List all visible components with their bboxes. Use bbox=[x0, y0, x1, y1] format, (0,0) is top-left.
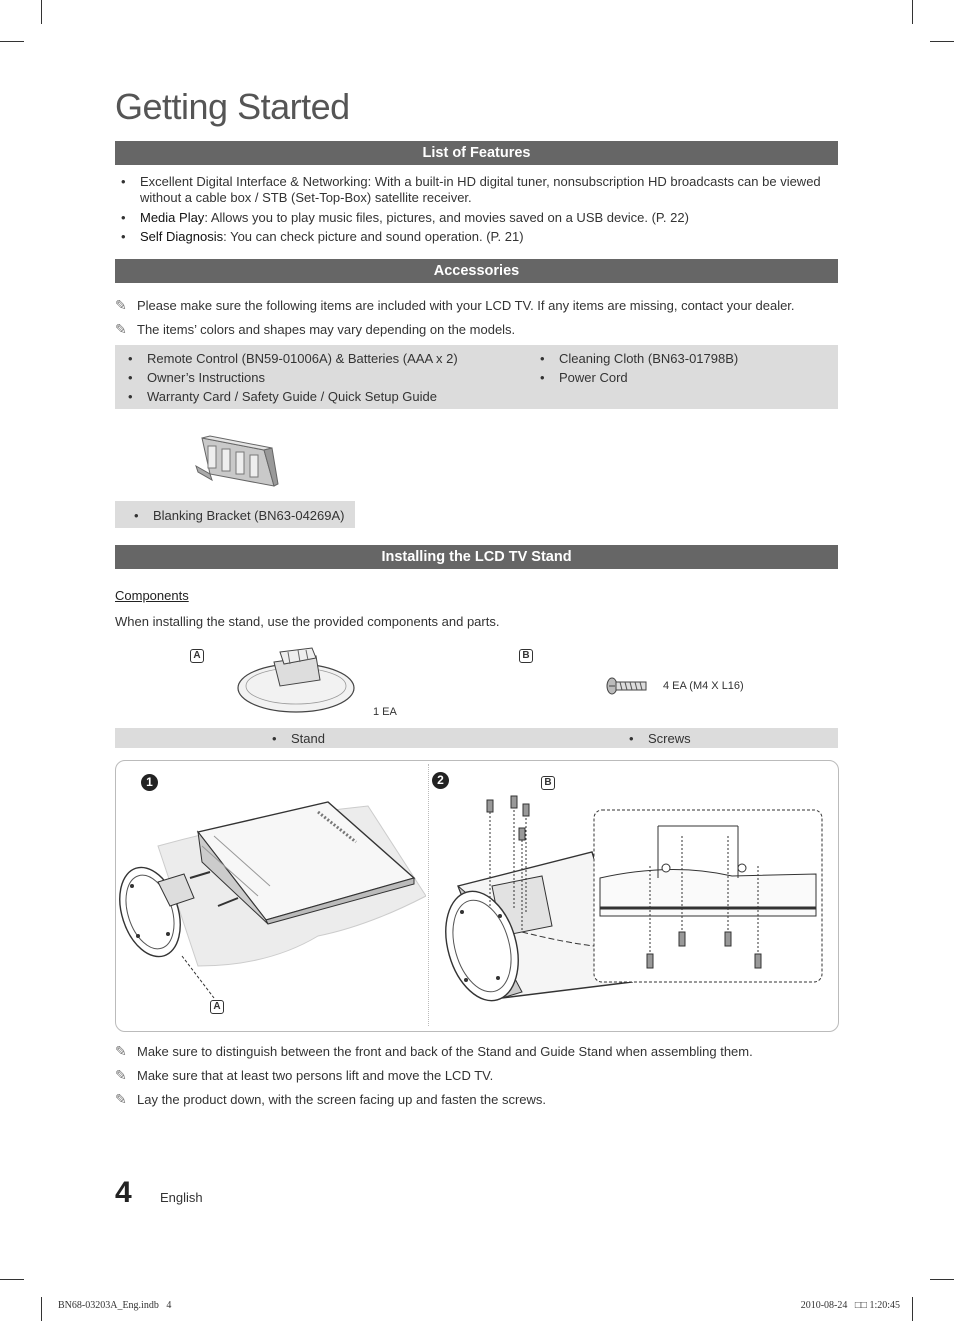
accessory-item: • Power Cord bbox=[559, 370, 628, 386]
figure-badge-a: A bbox=[210, 1000, 224, 1014]
components-heading: Components bbox=[115, 588, 189, 603]
feature-text: Excellent Digital Interface & Networking: With a built-in HD digital tuner, nonsubscription HD broadcasts can be viewed without a cable box / STB (Set-Top-Box) satellite receiver. bbox=[140, 174, 821, 205]
components-intro: When installing the stand, use the provided components and parts. bbox=[115, 614, 500, 629]
page-number: 4 bbox=[115, 1176, 132, 1209]
feature-item bbox=[140, 210, 830, 226]
feature-item bbox=[140, 229, 830, 245]
component-a-badge: A bbox=[190, 649, 204, 663]
feature-text: : Allows you to play music files, pictures, and movies saved on a USB device. (P. 22) bbox=[204, 210, 689, 225]
component-a-qty: 1 EA bbox=[373, 706, 397, 718]
footer-language: English bbox=[160, 1190, 203, 1205]
feature-item bbox=[140, 174, 830, 206]
component-b-badge: B bbox=[519, 649, 533, 663]
accessory-item: • Owner’s Instructions bbox=[147, 370, 265, 386]
accessory-item: • Remote Control (BN59-01006A) & Batteries (AAA x 2) bbox=[147, 351, 458, 367]
section-header-stand: Installing the LCD TV Stand bbox=[115, 545, 838, 569]
pencil-icon: ✎ bbox=[115, 297, 127, 313]
stand-base-illustration bbox=[236, 644, 360, 716]
accessory-item: • Cleaning Cloth (BN63-01798B) bbox=[559, 351, 738, 367]
step-1-illustration bbox=[118, 786, 426, 1024]
component-b-name: • Screws bbox=[648, 731, 691, 747]
feature-text: : You can check picture and sound operation. (P. 21) bbox=[223, 229, 524, 244]
components-label-box bbox=[115, 728, 838, 748]
crop-mark bbox=[912, 1297, 913, 1321]
footer-file: BN68-03203A_Eng.indb 4 bbox=[58, 1300, 172, 1311]
note: ✎ Please make sure the following items are included with your LCD TV. If any items are missing, contact your dealer. bbox=[115, 297, 795, 313]
note: ✎ Lay the product down, with the screen facing up and fasten the screws. bbox=[115, 1091, 547, 1107]
pencil-icon: ✎ bbox=[115, 1067, 127, 1083]
note: ✎ Make sure that at least two persons lift and move the LCD TV. bbox=[115, 1067, 494, 1083]
pencil-icon: ✎ bbox=[115, 321, 127, 337]
note: ✎ The items’ colors and shapes may vary depending on the models. bbox=[115, 321, 516, 337]
screw-icon bbox=[606, 676, 650, 696]
crop-mark bbox=[930, 41, 954, 42]
feature-label: Media Play bbox=[140, 210, 205, 225]
step-2-illustration bbox=[432, 786, 832, 1026]
accessory-item: • Warranty Card / Safety Guide / Quick Setup Guide bbox=[147, 389, 437, 405]
pencil-icon: ✎ bbox=[115, 1091, 127, 1107]
blanking-bracket-illustration bbox=[192, 432, 280, 492]
crop-mark bbox=[912, 0, 913, 24]
page-title: Getting Started bbox=[115, 86, 350, 127]
component-b-qty: 4 EA (M4 X L16) bbox=[663, 680, 744, 692]
step-number-1: 1 bbox=[141, 774, 158, 791]
figure-divider bbox=[428, 764, 429, 1026]
pencil-icon: ✎ bbox=[115, 1043, 127, 1059]
section-header-accessories: Accessories bbox=[115, 259, 838, 283]
note: ✎ Make sure to distinguish between the front and back of the Stand and Guide Stand when assembling them. bbox=[115, 1043, 753, 1059]
crop-mark bbox=[41, 1297, 42, 1321]
accessory-item: • Blanking Bracket (BN63-04269A) bbox=[153, 508, 345, 524]
crop-mark bbox=[41, 0, 42, 24]
feature-label: Self Diagnosis bbox=[140, 229, 224, 244]
crop-mark bbox=[930, 1279, 954, 1280]
footer-timestamp: 2010-08-24 □□ 1:20:45 bbox=[800, 1300, 900, 1311]
component-a-name: • Stand bbox=[291, 731, 325, 747]
section-header-features: List of Features bbox=[115, 141, 838, 165]
step-number-2: 2 bbox=[432, 772, 449, 789]
crop-mark bbox=[0, 41, 24, 42]
figure-badge-b: B bbox=[541, 776, 555, 790]
crop-mark bbox=[0, 1279, 24, 1280]
